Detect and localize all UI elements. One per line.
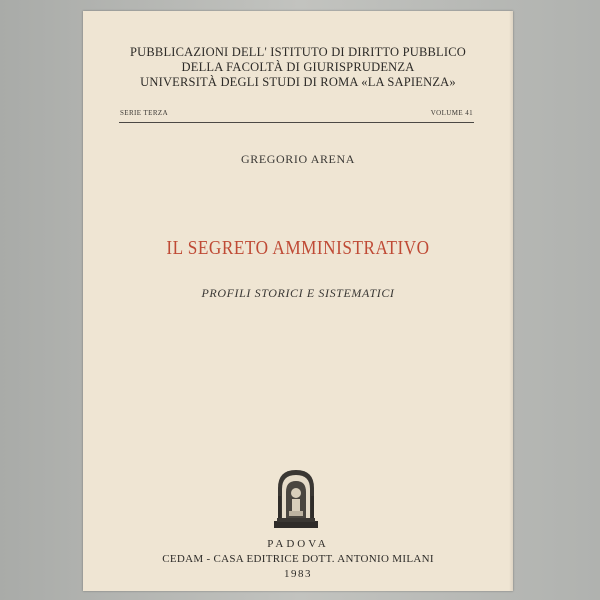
header-divider (119, 122, 474, 123)
volume-label: VOLUME 41 (430, 109, 473, 117)
publisher-block (83, 537, 513, 582)
book-title: IL SEGRETO AMMINISTRATIVO (166, 237, 430, 259)
publisher-emblem-icon (268, 466, 324, 530)
series-heading (83, 45, 513, 90)
series-line-2: DELLA FACOLTÀ DI GIURISPRUDENZA (181, 60, 415, 74)
publisher-name: CEDAM - CASA EDITRICE DOTT. ANTONIO MILANI (162, 553, 434, 565)
publication-year: 1983 (284, 568, 312, 580)
publisher-city: PADOVA (267, 538, 329, 550)
book-subtitle: PROFILI STORICI E SISTEMATICI (201, 286, 395, 300)
book-cover (83, 11, 513, 591)
series-line-3: UNIVERSITÀ DEGLI STUDI DI ROMA «LA SAPIENZA» (140, 75, 456, 89)
series-line-1: PUBBLICAZIONI DELL' ISTITUTO DI DIRITTO PUBBLICO (129, 45, 467, 59)
series-label: SERIE TERZA (120, 109, 169, 117)
author-name: GREGORIO ARENA (240, 152, 356, 166)
